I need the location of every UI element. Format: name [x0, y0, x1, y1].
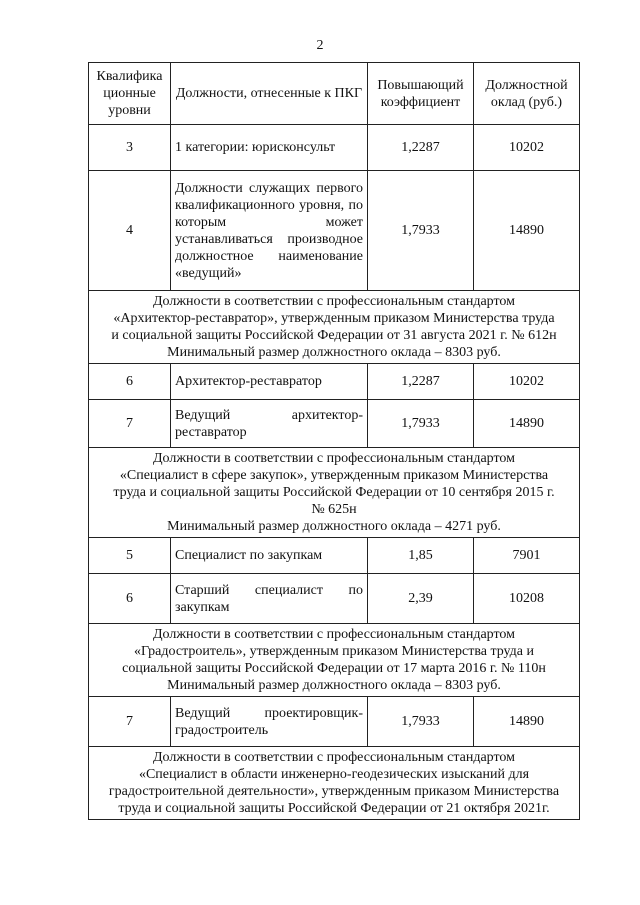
- coefficient-cell: 1,7933: [368, 400, 474, 448]
- salary-table: [88, 62, 580, 820]
- salary-cell: 10202: [474, 364, 580, 400]
- coefficient-cell: 1,2287: [368, 364, 474, 400]
- section-line: Минимальный размер должностного оклада – 4271 руб.: [167, 519, 501, 534]
- table-row: [89, 125, 580, 171]
- table-row: [89, 364, 580, 400]
- table-row: [89, 697, 580, 747]
- section-line: «Градостроитель», утвержденным приказом Министерства труда и: [133, 644, 535, 659]
- coefficient-cell: 1,85: [368, 538, 474, 574]
- section-line: Должности в соответствии с профессиональным стандартом: [152, 294, 515, 309]
- section-line: Должности в соответствии с профессиональным стандартом: [152, 750, 515, 765]
- table-header-row: [89, 63, 580, 125]
- section-line: «Специалист в области инженерно-геодезических изысканий для: [138, 767, 530, 782]
- level-cell: 5: [89, 538, 171, 574]
- coefficient-cell: 1,7933: [368, 697, 474, 747]
- salary-cell: 14890: [474, 400, 580, 448]
- position-cell: Должности служащих первого квалификационного уровня, по которым может устанавливаться производное должностное наименование «ведущий»: [171, 171, 368, 291]
- section-line: градостроительной деятельности», утвержденным приказом Министерства: [108, 784, 560, 799]
- coefficient-cell: 2,39: [368, 574, 474, 624]
- section-line: Должности в соответствии с профессиональным стандартом: [152, 627, 515, 642]
- section-heading-row: [89, 291, 580, 364]
- table-row: [89, 538, 580, 574]
- section-heading-urban-planner: [89, 624, 580, 697]
- page-number: 2: [316, 38, 324, 53]
- section-line: «Специалист в сфере закупок», утвержденным приказом Министерства: [119, 468, 549, 483]
- position-cell: Ведущий архитектор-реставратор: [171, 400, 368, 448]
- table-row: [89, 171, 580, 291]
- section-line: № 625н: [311, 502, 357, 517]
- section-line: Должности в соответствии с профессиональным стандартом: [152, 451, 515, 466]
- coefficient-cell: 1,2287: [368, 125, 474, 171]
- header-positions: Должности, отнесенные к ПКГ: [171, 63, 368, 125]
- level-cell: 4: [89, 171, 171, 291]
- level-cell: 7: [89, 697, 171, 747]
- position-cell: Архитектор-реставратор: [171, 364, 368, 400]
- section-line: труда и социальной защиты Российской Федерации от 21 октября 2021г.: [118, 801, 550, 816]
- section-line: и социальной защиты Российской Федерации от 31 августа 2021 г. № 612н: [111, 328, 557, 343]
- level-cell: 3: [89, 125, 171, 171]
- salary-cell: 10208: [474, 574, 580, 624]
- section-line: «Архитектор-реставратор», утвержденным приказом Министерства труда: [113, 311, 555, 326]
- position-cell: Ведущий проектировщик-градостроитель: [171, 697, 368, 747]
- level-cell: 6: [89, 574, 171, 624]
- section-heading-procurement: [89, 448, 580, 538]
- position-cell: Старший специалист по закупкам: [171, 574, 368, 624]
- section-heading-architect-restorer: [89, 291, 580, 364]
- table-row: [89, 400, 580, 448]
- table-row: [89, 574, 580, 624]
- salary-cell: 7901: [474, 538, 580, 574]
- section-line: труда и социальной защиты Российской Федерации от 10 сентября 2015 г.: [113, 485, 555, 500]
- salary-cell: 14890: [474, 171, 580, 291]
- level-cell: 7: [89, 400, 171, 448]
- coefficient-cell: 1,7933: [368, 171, 474, 291]
- section-heading-row: [89, 747, 580, 820]
- section-heading-geodesy: [89, 747, 580, 820]
- section-heading-row: [89, 448, 580, 538]
- position-cell: 1 категории: юрисконсульт: [171, 125, 368, 171]
- level-cell: 6: [89, 364, 171, 400]
- header-qualification-level: Квалифика ционные уровни: [89, 63, 171, 125]
- salary-cell: 10202: [474, 125, 580, 171]
- section-heading-row: [89, 624, 580, 697]
- section-line: Минимальный размер должностного оклада – 8303 руб.: [167, 345, 501, 360]
- section-line: Минимальный размер должностного оклада – 8303 руб.: [167, 678, 501, 693]
- position-cell: Специалист по закупкам: [171, 538, 368, 574]
- header-salary: Должностной оклад (руб.): [474, 63, 580, 125]
- salary-cell: 14890: [474, 697, 580, 747]
- header-coefficient: Повышающий коэффициент: [368, 63, 474, 125]
- section-line: социальной защиты Российской Федерации от 17 марта 2016 г. № 110н: [122, 661, 546, 676]
